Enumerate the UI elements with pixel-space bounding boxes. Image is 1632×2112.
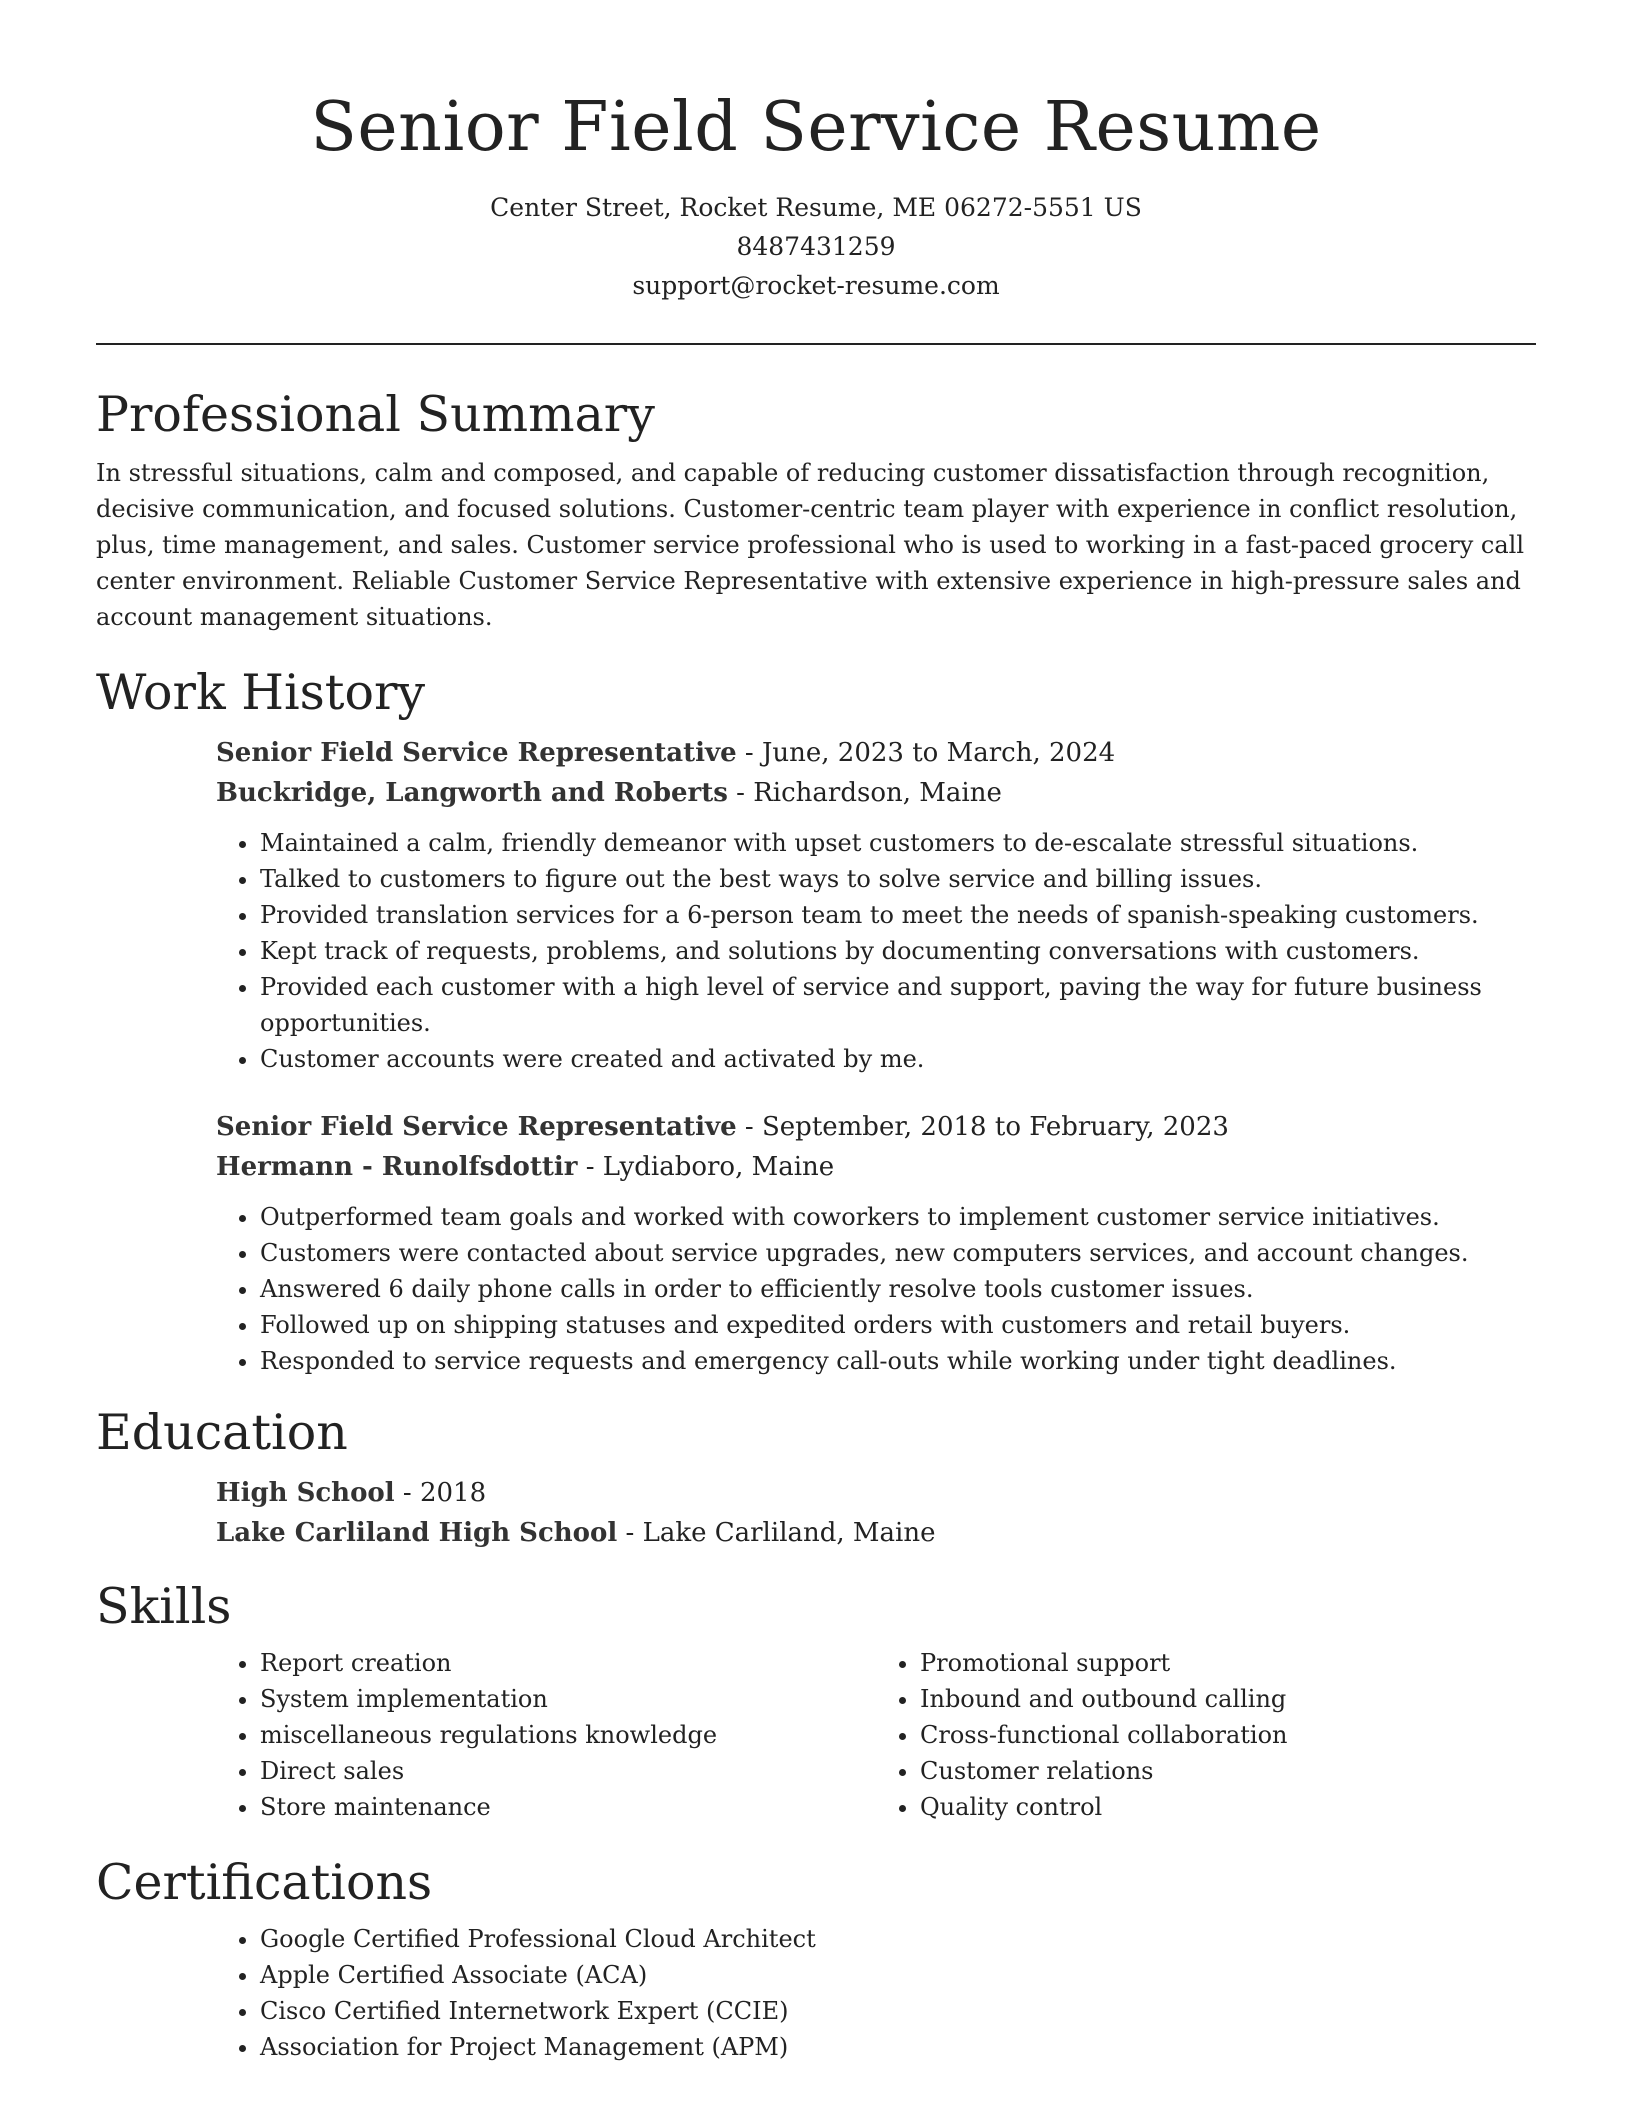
summary-text: In stressful situations, calm and composed, and capable of reducing customer dissatisfaction through recognition, decisive communication, and focused solutions. Customer-centric team player with experience in conflict resolution, plus, time management, and sales. Customer service professional who is used to working in a fast-paced grocery call center environment. Reliable Customer Service Representative with extensive experience in high-pressure sales and account management situations. <box>96 459 1525 631</box>
contact-block <box>96 188 1536 305</box>
certifications-section <box>96 1851 1536 2065</box>
job-location: - Richardson, Maine <box>727 778 1002 808</box>
education-school: Lake Carliland High School <box>216 1518 618 1548</box>
job-title-line <box>216 1107 1536 1147</box>
work-section <box>96 661 1536 1379</box>
list-item: • Promotional support <box>920 1645 1536 1681</box>
list-item: • Maintained a calm, friendly demeanor with upset customers to de-escalate stressful situations. <box>260 825 1536 861</box>
job-bullets <box>216 825 1536 1077</box>
list-item: • Customers were contacted about service upgrades, new computers services, and account changes. <box>260 1235 1536 1271</box>
list-item: • Quality control <box>920 1789 1536 1825</box>
education-year: - 2018 <box>394 1478 487 1508</box>
job-company-line <box>216 773 1536 813</box>
education-entry <box>216 1473 1536 1553</box>
job-entry <box>216 1107 1536 1187</box>
education-degree-line <box>216 1473 1536 1513</box>
education-school-line <box>216 1513 1536 1553</box>
skills-grid <box>216 1645 1536 1825</box>
job-location: - Lydiaboro, Maine <box>577 1152 835 1182</box>
list-item: • Store maintenance <box>260 1789 876 1825</box>
list-item: • Apple Certified Associate (ACA) <box>260 1957 1536 1993</box>
list-item: • Google Certified Professional Cloud Architect <box>260 1921 1536 1957</box>
job-title-line <box>216 733 1536 773</box>
contact-phone: 8487431259 <box>736 232 896 261</box>
summary-heading: Professional Summary <box>96 386 655 443</box>
list-item: • Outperformed team goals and worked with coworkers to implement customer service initiatives. <box>260 1199 1536 1235</box>
contact-email: support@rocket-resume.com <box>632 271 1000 300</box>
list-item: • Direct sales <box>260 1753 876 1789</box>
contact-address: Center Street, Rocket Resume, ME 06272-5551 US <box>490 193 1142 222</box>
job-role: Senior Field Service Representative <box>216 738 737 768</box>
list-item: • miscellaneous regulations knowledge <box>260 1717 876 1753</box>
job-role: Senior Field Service Representative <box>216 1112 737 1142</box>
resume-page <box>96 0 1536 2065</box>
work-heading: Work History <box>96 664 426 721</box>
summary-section <box>96 383 1536 635</box>
list-item: • Inbound and outbound calling <box>920 1681 1536 1717</box>
list-item: • Provided each customer with a high level of service and support, paving the way for future business opportunities. <box>260 969 1536 1041</box>
list-item: • Talked to customers to figure out the best ways to solve service and billing issues. <box>260 861 1536 897</box>
list-item: • Report creation <box>260 1645 876 1681</box>
list-item: • System implementation <box>260 1681 876 1717</box>
job-company: Buckridge, Langworth and Roberts <box>216 778 728 808</box>
education-heading: Education <box>96 1404 348 1461</box>
education-location: - Lake Carliland, Maine <box>617 1518 936 1548</box>
list-item: • Followed up on shipping statuses and expedited orders with customers and retail buyers. <box>260 1307 1536 1343</box>
certifications-heading: Certifications <box>96 1854 433 1911</box>
skills-section <box>96 1575 1536 1825</box>
job-bullets <box>216 1199 1536 1379</box>
list-item: • Responded to service requests and emergency call-outs while working under tight deadlines. <box>260 1343 1536 1379</box>
header-divider <box>96 343 1536 345</box>
list-item: • Customer relations <box>920 1753 1536 1789</box>
list-item: • Answered 6 daily phone calls in order to efficiently resolve tools customer issues. <box>260 1271 1536 1307</box>
skills-list-left <box>216 1645 876 1825</box>
list-item: • Association for Project Management (APM) <box>260 2029 1536 2065</box>
list-item: • Cross-functional collaboration <box>920 1717 1536 1753</box>
skills-heading: Skills <box>96 1578 232 1635</box>
job-company: Hermann - Runolfsdottir <box>216 1152 578 1182</box>
job-dates: - June, 2023 to March, 2024 <box>736 738 1116 768</box>
list-item: • Customer accounts were created and activated by me. <box>260 1041 1536 1077</box>
job-company-line <box>216 1147 1536 1187</box>
resume-title: Senior Field Service Resume <box>310 88 1322 167</box>
job-dates: - September, 2018 to February, 2023 <box>736 1112 1229 1142</box>
list-item: • Provided translation services for a 6-person team to meet the needs of spanish-speaking customers. <box>260 897 1536 933</box>
certifications-list <box>216 1921 1536 2065</box>
education-degree: High School <box>216 1478 395 1508</box>
job-entry <box>216 733 1536 813</box>
education-section <box>96 1401 1536 1553</box>
skills-list-right <box>876 1645 1536 1825</box>
list-item: • Kept track of requests, problems, and solutions by documenting conversations with customers. <box>260 933 1536 969</box>
list-item: • Cisco Certified Internetwork Expert (CCIE) <box>260 1993 1536 2029</box>
